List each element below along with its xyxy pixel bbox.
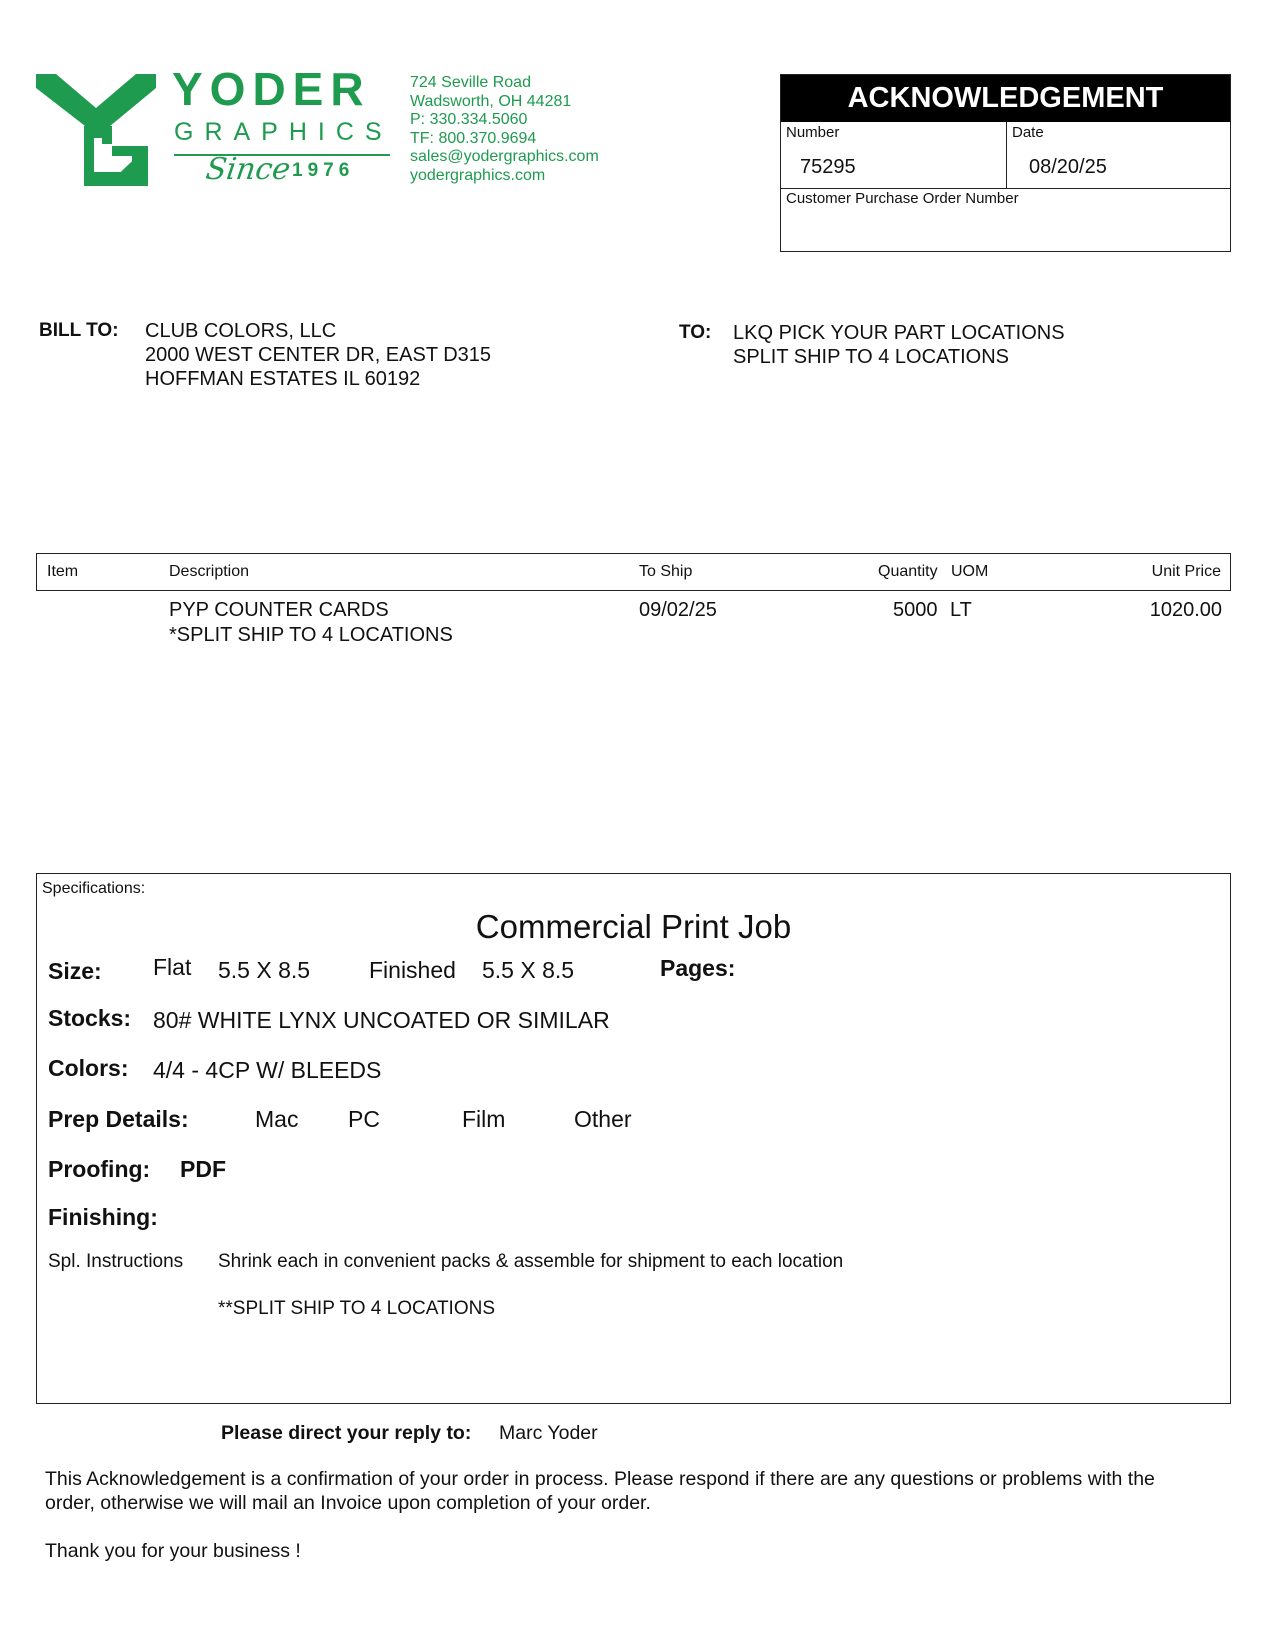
instructions-line2: **SPLIT SHIP TO 4 LOCATIONS	[218, 1298, 496, 1319]
ack-number-label: Number	[786, 124, 840, 141]
ack-date-value: 08/20/25	[1029, 156, 1107, 178]
acknowledgement-box	[780, 74, 1231, 252]
size-label: Size:	[48, 958, 102, 984]
row-to-ship: 09/02/25	[639, 599, 717, 621]
company-website[interactable]: yodergraphics.com	[410, 166, 546, 184]
reply-label: Please direct your reply to:	[221, 1422, 472, 1444]
prep-option-mac: Mac	[255, 1106, 299, 1132]
company-tollfree: TF: 800.370.9694	[410, 129, 537, 147]
header-description: Description	[169, 563, 250, 580]
colors-label: Colors:	[48, 1055, 129, 1081]
row-uom: LT	[950, 599, 972, 621]
company-phone: P: 330.334.5060	[410, 111, 528, 128]
brand-year: 1976	[292, 160, 355, 181]
instructions-line1: Shrink each in convenient packs & assemble for shipment to each location	[218, 1251, 844, 1272]
ship-to-label: TO:	[679, 322, 712, 343]
row-quantity: 5000	[893, 599, 938, 621]
ack-date-label: Date	[1012, 124, 1044, 141]
prep-option-film: Film	[462, 1106, 506, 1132]
specifications-box	[36, 873, 1231, 1404]
prep-option-other: Other	[574, 1106, 632, 1132]
job-type-title: Commercial Print Job	[475, 908, 792, 945]
header-item: Item	[47, 563, 79, 580]
brand-name: YODER	[172, 63, 371, 115]
proofing-label: Proofing:	[48, 1156, 151, 1182]
items-table-header	[36, 553, 1231, 591]
table-row	[36, 598, 1231, 658]
footer-message-line1: This Acknowledgement is a confirmation of your order in process. Please respond if there are any questions or problems with the	[45, 1468, 1155, 1490]
ship-to-line2: SPLIT SHIP TO 4 LOCATIONS	[733, 346, 1010, 368]
finished-label: Finished	[369, 957, 456, 983]
company-address-line2: Wadsworth, OH 44281	[410, 92, 572, 110]
stocks-label: Stocks:	[48, 1005, 132, 1031]
stocks-value: 80# WHITE LYNX UNCOATED OR SIMILAR	[153, 1007, 610, 1033]
row-unit-price: 1020.00	[1149, 599, 1222, 621]
specifications-label: Specifications:	[42, 880, 146, 897]
finishing-label: Finishing:	[48, 1204, 158, 1230]
prep-details-label: Prep Details:	[48, 1106, 189, 1132]
prep-option-pc: PC	[348, 1106, 380, 1132]
company-email[interactable]: sales@yodergraphics.com	[410, 148, 599, 165]
ship-to-address	[733, 321, 1065, 369]
proofing-value: PDF	[180, 1156, 226, 1182]
instructions-label: Spl. Instructions	[48, 1251, 184, 1272]
ack-divider-vertical	[1006, 122, 1007, 188]
flat-value: 5.5 X 8.5	[218, 957, 311, 983]
thank-you-note: Thank you for your business !	[45, 1540, 301, 1562]
ack-number-value: 75295	[800, 156, 856, 178]
bill-to-address	[145, 319, 491, 391]
bill-to-line1: CLUB COLORS, LLC	[145, 320, 337, 342]
header-uom: UOM	[951, 563, 989, 580]
bill-to-line2: 2000 WEST CENTER DR, EAST D315	[145, 344, 492, 366]
brand-since: Since	[203, 152, 293, 187]
brand-subtitle: GRAPHICS	[174, 118, 393, 146]
ack-po-label: Customer Purchase Order Number	[786, 190, 1019, 207]
yoder-logo-mark-icon	[36, 74, 156, 197]
pages-label: Pages:	[660, 955, 736, 981]
header-quantity: Quantity	[878, 563, 938, 580]
footer-message-line2: order, otherwise we will mail an Invoice upon completion of your order.	[45, 1492, 651, 1514]
bill-to-label: BILL TO:	[39, 320, 119, 341]
bill-to-line3: HOFFMAN ESTATES IL 60192	[145, 368, 421, 390]
company-contact	[410, 74, 599, 185]
colors-value: 4/4 - 4CP W/ BLEEDS	[153, 1057, 382, 1083]
acknowledgement-title: ACKNOWLEDGEMENT	[781, 75, 1230, 122]
header-unit-price: Unit Price	[1151, 563, 1221, 580]
row-description-line2: *SPLIT SHIP TO 4 LOCATIONS	[169, 624, 453, 646]
company-address-line1: 724 Seville Road	[410, 74, 531, 91]
ship-to-line1: LKQ PICK YOUR PART LOCATIONS	[733, 322, 1065, 344]
finished-value: 5.5 X 8.5	[482, 957, 575, 983]
flat-label: Flat	[153, 954, 192, 980]
header-to-ship: To Ship	[639, 563, 693, 580]
row-description-line1: PYP COUNTER CARDS	[169, 599, 389, 621]
reply-name: Marc Yoder	[499, 1422, 598, 1444]
